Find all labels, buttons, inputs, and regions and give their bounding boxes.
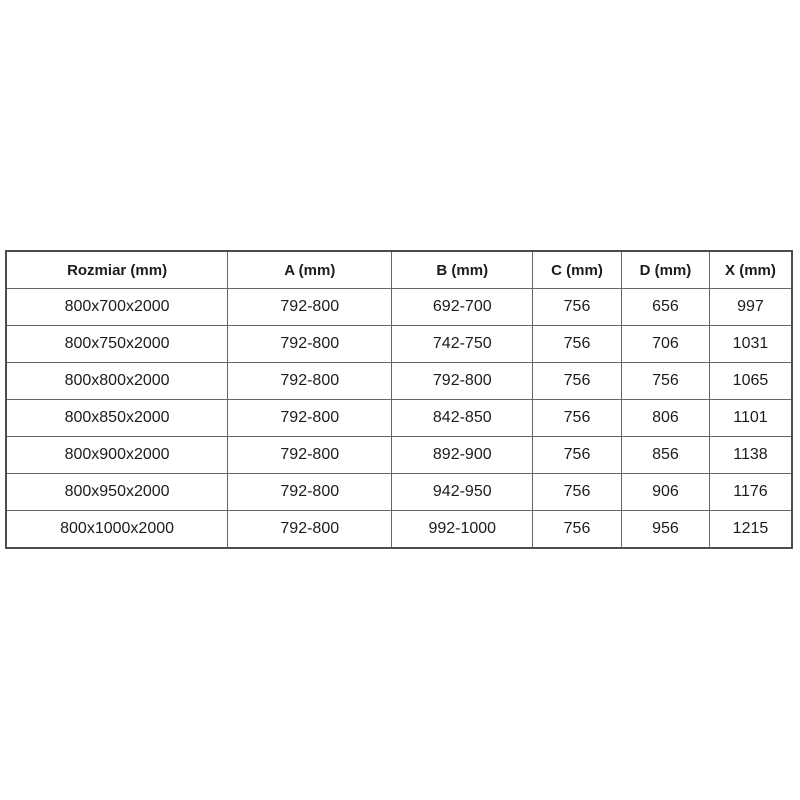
table-cell: 756 [533,363,622,400]
table-cell: 800x800x2000 [6,363,228,400]
table-cell: 992-1000 [392,511,533,549]
table-cell: 756 [533,437,622,474]
table-cell: 756 [533,289,622,326]
column-header-x: X (mm) [709,251,792,289]
table-cell: 1101 [709,400,792,437]
table-cell: 956 [621,511,709,549]
table-cell: 806 [621,400,709,437]
table-cell: 756 [533,511,622,549]
table-cell: 800x950x2000 [6,474,228,511]
table-cell: 800x1000x2000 [6,511,228,549]
table-cell: 1065 [709,363,792,400]
table-row [6,437,792,474]
table-cell: 756 [621,363,709,400]
table-row [6,289,792,326]
table-cell: 706 [621,326,709,363]
table-row [6,474,792,511]
column-header-d: D (mm) [621,251,709,289]
table-cell: 892-900 [392,437,533,474]
table-cell: 997 [709,289,792,326]
table-cell: 756 [533,474,622,511]
dimensions-table [5,250,793,549]
table-cell: 800x700x2000 [6,289,228,326]
table-cell: 792-800 [228,474,392,511]
table-cell: 692-700 [392,289,533,326]
column-header-b: B (mm) [392,251,533,289]
table-cell: 800x900x2000 [6,437,228,474]
table-cell: 756 [533,400,622,437]
table-body [6,289,792,549]
table-cell: 742-750 [392,326,533,363]
table-cell: 800x750x2000 [6,326,228,363]
table-cell: 792-800 [392,363,533,400]
table-cell: 792-800 [228,511,392,549]
table-cell: 756 [533,326,622,363]
table-row [6,363,792,400]
column-header-a: A (mm) [228,251,392,289]
column-header-c: C (mm) [533,251,622,289]
table-cell: 906 [621,474,709,511]
table-cell: 792-800 [228,326,392,363]
table-row [6,326,792,363]
table-cell: 656 [621,289,709,326]
table-cell: 1215 [709,511,792,549]
table-cell: 1031 [709,326,792,363]
table-cell: 1138 [709,437,792,474]
table-cell: 942-950 [392,474,533,511]
table-cell: 792-800 [228,363,392,400]
table-cell: 792-800 [228,400,392,437]
header-row [6,251,792,289]
table-row [6,400,792,437]
table-cell: 1176 [709,474,792,511]
table-cell: 792-800 [228,437,392,474]
table-cell: 800x850x2000 [6,400,228,437]
table-cell: 856 [621,437,709,474]
table-cell: 842-850 [392,400,533,437]
table-cell: 792-800 [228,289,392,326]
table-row [6,511,792,549]
column-header-rozmiar: Rozmiar (mm) [6,251,228,289]
